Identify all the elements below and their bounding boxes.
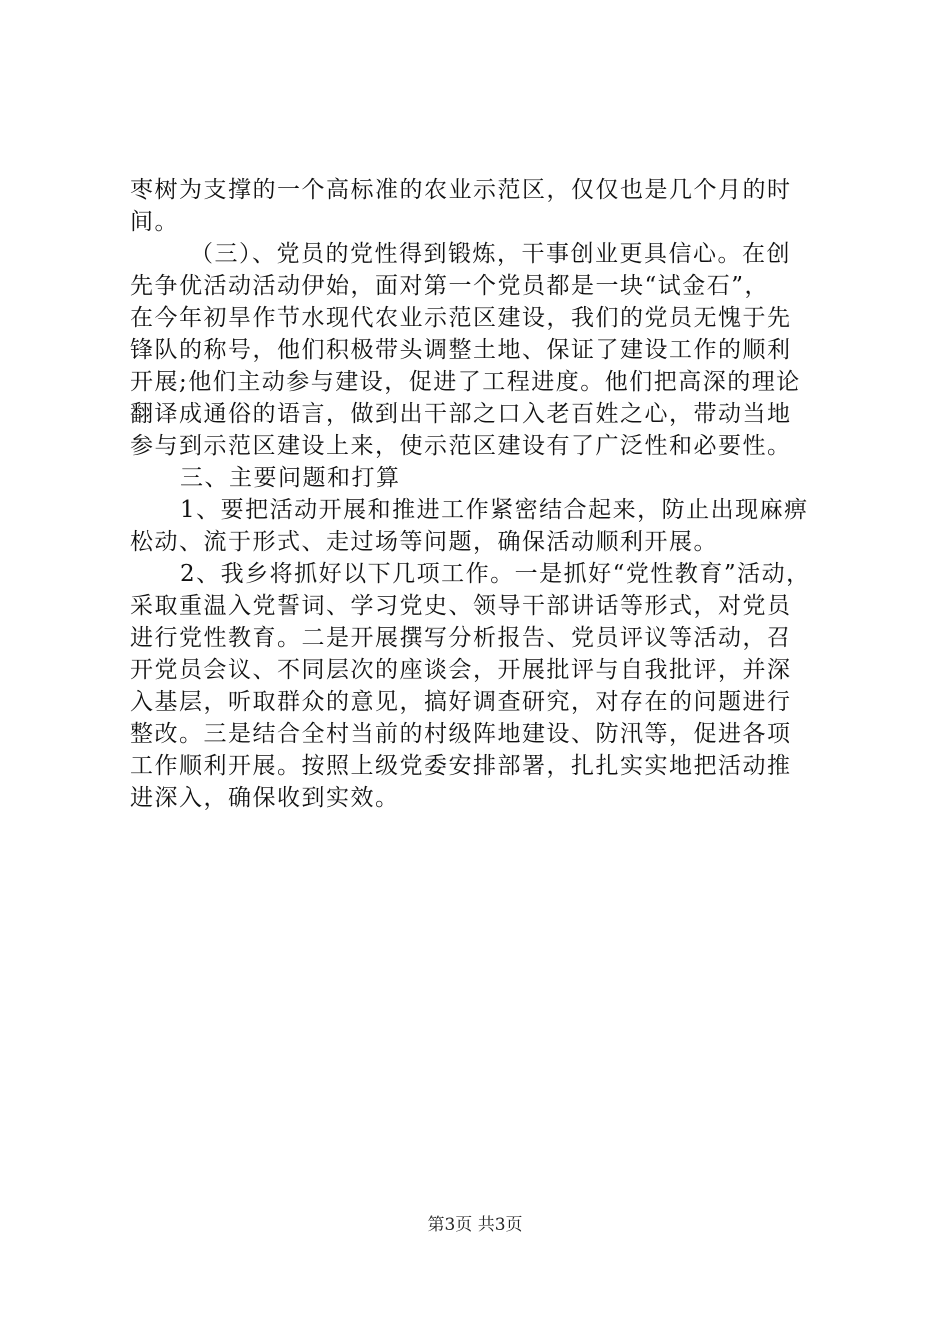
text-line: 采取重温入党誓词、学习党史、领导干部讲话等形式，对党员 — [130, 593, 792, 619]
section-heading-line: （三）、党员的党性得到锻炼，干事创业更具信心。在创 — [190, 241, 791, 267]
text-line: 进行党性教育。二是开展撰写分析报告、党员评议等活动，召 — [130, 625, 792, 651]
text-line: 开展;他们主动参与建设，促进了工程进度。他们把高深的理论 — [130, 369, 801, 395]
list-item-line: 2、我乡将抓好以下几项工作。一是抓好“党性教育”活动， — [180, 561, 811, 587]
text-line: 开党员会议、不同层次的座谈会，开展批评与自我批评，并深 — [130, 657, 792, 683]
text-line: 翻译成通俗的语言，做到出干部之口入老百姓之心，带动当地 — [130, 401, 792, 427]
document-body — [130, 174, 830, 814]
list-item-line: 1、要把活动开展和推进工作紧密结合起来，防止出现麻痹 — [180, 497, 809, 523]
text-line: 在今年初旱作节水现代农业示范区建设，我们的党员无愧于先 — [130, 305, 792, 331]
text-line: 整改。三是结合全村当前的村级阵地建设、防汛等，促进各项 — [130, 721, 792, 747]
text-line: 工作顺利开展。按照上级党委安排部署，扎扎实实地把活动推 — [130, 753, 792, 779]
text-line: 入基层，听取群众的意见，搞好调查研究，对存在的问题进行 — [130, 689, 792, 715]
text-line: 锋队的称号，他们积极带头调整土地、保证了建设工作的顺利 — [130, 337, 792, 363]
page-footer — [0, 1214, 950, 1236]
section-heading: 三、主要问题和打算 — [180, 465, 401, 491]
text-line: 松动、流于形式、走过场等问题，确保活动顺利开展。 — [130, 529, 718, 555]
text-line: 枣树为支撑的一个高标准的农业示范区，仅仅也是几个月的时 — [130, 177, 792, 203]
text-line: 参与到示范区建设上来，使示范区建设有了广泛性和必要性。 — [130, 433, 792, 459]
text-line: 先争优活动活动伊始，面对第一个党员都是一块“试金石”， — [130, 273, 770, 299]
text-line: 间。 — [130, 209, 179, 235]
page-number-label: 第3页 共3页 — [427, 1215, 523, 1235]
text-line: 进深入，确保收到实效。 — [130, 785, 400, 811]
